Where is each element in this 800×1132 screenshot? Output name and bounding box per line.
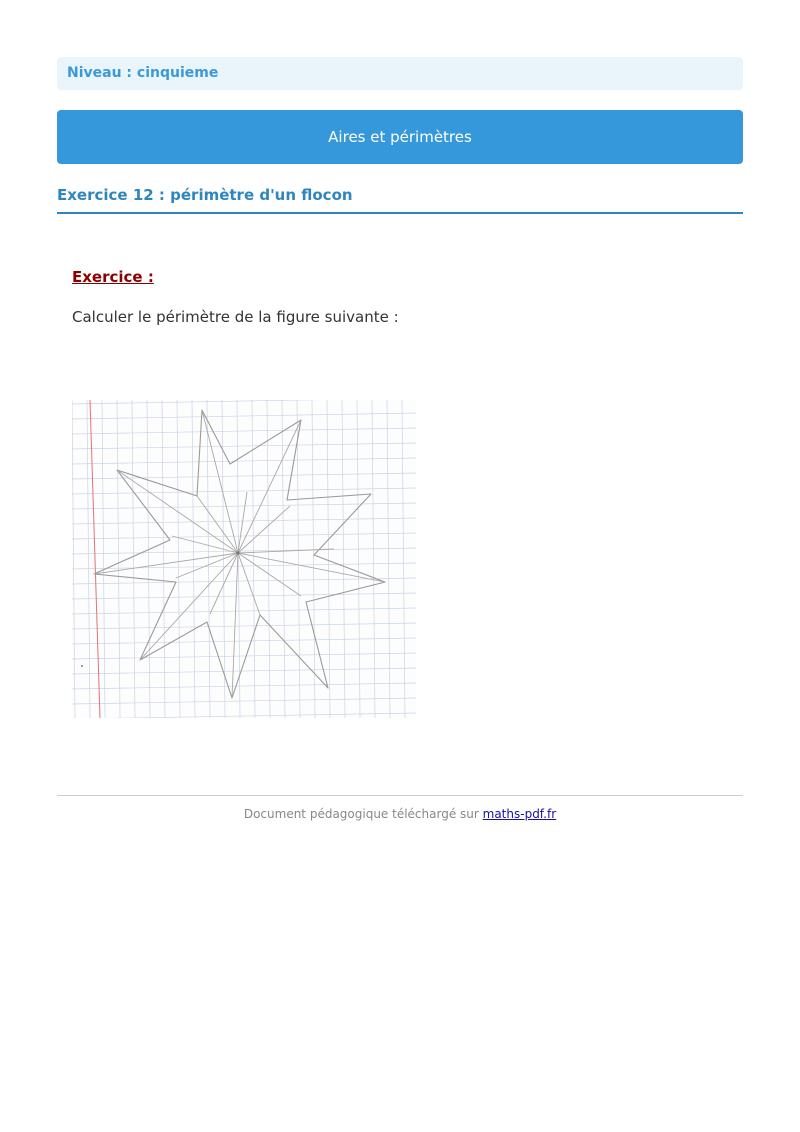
exercise-label: Exercice : xyxy=(72,268,154,286)
pencil-dot xyxy=(81,665,83,667)
footer xyxy=(57,807,743,821)
exercise-heading: Exercice 12 : périmètre d'un flocon xyxy=(57,180,743,214)
page-title: Aires et périmètres xyxy=(57,110,743,164)
level-badge: Niveau : cinquieme xyxy=(57,57,743,90)
snowflake-drawing xyxy=(72,400,416,718)
footer-divider xyxy=(57,795,743,796)
footer-link[interactable]: maths-pdf.fr xyxy=(482,807,557,821)
footer-text: Document pédagogique téléchargé sur xyxy=(243,807,483,821)
center-point xyxy=(236,551,239,554)
instruction-text: Calculer le périmètre de la figure suivante : xyxy=(72,308,399,326)
snowflake-figure xyxy=(72,400,416,718)
